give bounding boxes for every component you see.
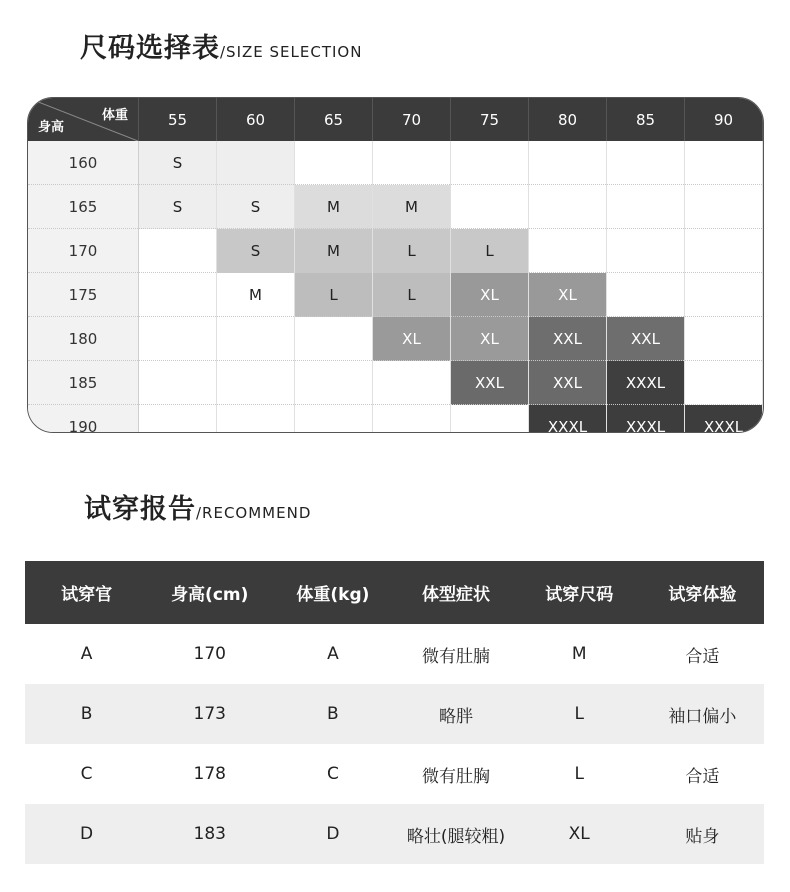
size-table-row [28, 141, 763, 185]
size-cell: XL [529, 273, 607, 317]
size-cell: XXXL [607, 361, 685, 405]
size-cell [217, 361, 295, 405]
size-cell: XL [373, 317, 451, 361]
size-cell [295, 361, 373, 405]
recommend-cell: 略胖 [394, 684, 517, 744]
recommend-cell: B [25, 684, 148, 744]
recommend-cell: 170 [148, 624, 271, 684]
size-cell [139, 229, 217, 273]
size-table-row [28, 185, 763, 229]
size-table-row [28, 405, 763, 434]
size-cell: S [139, 141, 217, 185]
size-table [28, 98, 763, 433]
size-cell: L [451, 229, 529, 273]
recommend-heading [84, 487, 311, 526]
size-cell [217, 317, 295, 361]
size-table-row [28, 273, 763, 317]
recommend-row [25, 744, 764, 804]
size-cell [295, 141, 373, 185]
size-cell [685, 317, 763, 361]
size-cell [139, 317, 217, 361]
recommend-cell: XL [518, 804, 641, 864]
weight-header: 60 [217, 98, 295, 141]
recommend-column-header: 试穿官 [25, 561, 148, 624]
recommend-cell: C [271, 744, 394, 804]
size-cell [529, 229, 607, 273]
size-table-row [28, 229, 763, 273]
recommend-cell: 合适 [641, 624, 764, 684]
size-cell [373, 141, 451, 185]
recommend-column-header: 体重(kg) [271, 561, 394, 624]
height-row-label: 160 [28, 141, 139, 185]
size-cell: L [373, 229, 451, 273]
recommend-row [25, 804, 764, 864]
recommend-table [25, 561, 764, 864]
weight-header: 55 [139, 98, 217, 141]
corner-weight-label: 体重 [101, 108, 128, 123]
height-row-label: 185 [28, 361, 139, 405]
size-cell [685, 141, 763, 185]
size-cell: XXL [451, 361, 529, 405]
size-cell [217, 141, 295, 185]
size-cell [607, 185, 685, 229]
recommend-cell: L [518, 684, 641, 744]
size-selection-heading [80, 26, 362, 65]
recommend-column-header: 身高(cm) [148, 561, 271, 624]
weight-header: 75 [451, 98, 529, 141]
height-row-label: 170 [28, 229, 139, 273]
height-row-label: 165 [28, 185, 139, 229]
recommend-column-header: 试穿尺码 [518, 561, 641, 624]
recommend-title: 试穿报告 [84, 494, 196, 525]
size-cell: XL [451, 317, 529, 361]
size-cell [607, 141, 685, 185]
recommend-cell: 合适 [641, 744, 764, 804]
size-cell [451, 141, 529, 185]
height-row-label: 180 [28, 317, 139, 361]
size-cell: XXXL [685, 405, 763, 434]
size-cell: M [373, 185, 451, 229]
recommend-row [25, 624, 764, 684]
size-cell: XXL [529, 317, 607, 361]
recommend-cell: 微有肚胸 [394, 744, 517, 804]
weight-header: 80 [529, 98, 607, 141]
size-cell: XXXL [607, 405, 685, 434]
size-selection-subtitle: /SIZE SELECTION [220, 43, 363, 61]
size-selection-title: 尺码选择表 [80, 33, 220, 64]
size-table-row [28, 361, 763, 405]
height-row-label: 190 [28, 405, 139, 434]
recommend-cell: D [271, 804, 394, 864]
recommend-subtitle: /RECOMMEND [196, 504, 312, 522]
size-cell [139, 405, 217, 434]
size-cell: S [217, 229, 295, 273]
size-cell: XXL [529, 361, 607, 405]
size-cell: M [295, 229, 373, 273]
recommend-column-header: 体型症状 [394, 561, 517, 624]
height-row-label: 175 [28, 273, 139, 317]
size-cell [685, 361, 763, 405]
size-cell [139, 273, 217, 317]
size-cell [451, 185, 529, 229]
corner-cell [28, 98, 139, 141]
size-table-header-row [28, 98, 763, 141]
size-cell [139, 361, 217, 405]
size-cell [607, 273, 685, 317]
recommend-cell: 178 [148, 744, 271, 804]
weight-header: 85 [607, 98, 685, 141]
size-cell: M [217, 273, 295, 317]
recommend-cell: 袖口偏小 [641, 684, 764, 744]
weight-header: 90 [685, 98, 763, 141]
size-cell [529, 141, 607, 185]
size-cell: XXL [607, 317, 685, 361]
recommend-cell: 微有肚腩 [394, 624, 517, 684]
recommend-header-row [25, 561, 764, 624]
size-cell [217, 405, 295, 434]
recommend-cell: 贴身 [641, 804, 764, 864]
recommend-cell: 173 [148, 684, 271, 744]
size-cell: L [373, 273, 451, 317]
recommend-cell: M [518, 624, 641, 684]
size-cell: L [295, 273, 373, 317]
size-cell: M [295, 185, 373, 229]
size-cell: XL [451, 273, 529, 317]
size-cell [295, 317, 373, 361]
recommend-cell: L [518, 744, 641, 804]
size-cell: S [139, 185, 217, 229]
size-cell: XXXL [529, 405, 607, 434]
size-cell [451, 405, 529, 434]
size-table-row [28, 317, 763, 361]
size-cell [685, 229, 763, 273]
size-cell: S [217, 185, 295, 229]
recommend-cell: 183 [148, 804, 271, 864]
recommend-cell: B [271, 684, 394, 744]
recommend-cell: A [271, 624, 394, 684]
size-cell [529, 185, 607, 229]
recommend-cell: D [25, 804, 148, 864]
recommend-cell: C [25, 744, 148, 804]
corner-height-label: 身高 [38, 120, 65, 135]
size-cell [607, 229, 685, 273]
size-cell [373, 405, 451, 434]
size-chart [27, 97, 764, 433]
recommend-row [25, 684, 764, 744]
size-cell [685, 185, 763, 229]
size-cell [685, 273, 763, 317]
recommend-cell: 略壮(腿较粗) [394, 804, 517, 864]
recommend-cell: A [25, 624, 148, 684]
weight-header: 70 [373, 98, 451, 141]
weight-header: 65 [295, 98, 373, 141]
recommend-column-header: 试穿体验 [641, 561, 764, 624]
size-cell [295, 405, 373, 434]
size-cell [373, 361, 451, 405]
